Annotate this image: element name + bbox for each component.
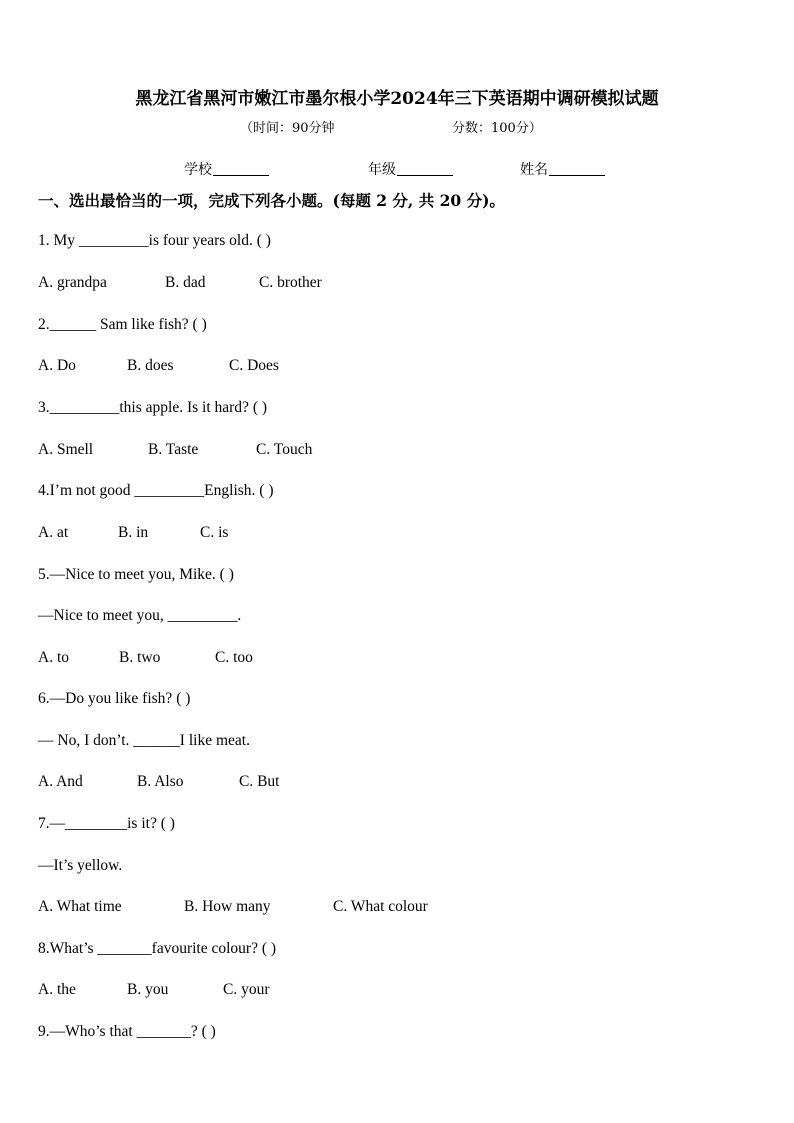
option-b[interactable]: B. Also (137, 773, 184, 790)
question-7: 7.—________is it? ( ) (38, 815, 175, 832)
option-c[interactable]: C. your (223, 981, 270, 998)
grade-blank[interactable] (397, 161, 453, 176)
school-blank[interactable] (213, 161, 269, 176)
option-a[interactable]: A. Do (38, 357, 76, 374)
option-b[interactable]: B. does (127, 357, 174, 374)
question-7-reply: —It’s yellow. (38, 857, 123, 874)
question-2: 2.______ Sam like fish? ( ) (38, 316, 207, 333)
option-b[interactable]: B. you (127, 981, 169, 998)
option-c[interactable]: C. Does (229, 357, 279, 374)
option-b[interactable]: B. dad (165, 274, 206, 291)
question-4: 4.I’m not good _________English. ( ) (38, 482, 274, 499)
exam-score: 分数：100分） (452, 121, 542, 136)
option-b[interactable]: B. two (119, 649, 161, 666)
option-b[interactable]: B. How many (184, 898, 271, 915)
school-label: 学校 (184, 162, 212, 178)
question-6-reply: — No, I don’t. ______I like meat. (38, 732, 250, 749)
page-title: 黑龙江省黑河市嫩江市墨尔根小学2024年三下英语期中调研模拟试题 (135, 89, 659, 109)
question-9: 9.—Who’s that _______? ( ) (38, 1023, 216, 1040)
option-a[interactable]: A. the (38, 981, 76, 998)
question-5-reply: —Nice to meet you, _________. (38, 607, 242, 624)
question-5: 5.—Nice to meet you, Mike. ( ) (38, 566, 234, 583)
option-c[interactable]: C. Touch (256, 441, 313, 458)
question-8: 8.What’s _______favourite colour? ( ) (38, 940, 277, 957)
question-1: 1. My _________is four years old. ( ) (38, 232, 271, 249)
option-c[interactable]: C. But (239, 773, 280, 790)
option-c[interactable]: C. too (215, 649, 253, 666)
option-a[interactable]: A. grandpa (38, 274, 107, 291)
option-c[interactable]: C. brother (259, 274, 322, 291)
grade-field (368, 159, 453, 179)
option-b[interactable]: B. in (118, 524, 149, 541)
grade-label: 年级 (368, 162, 396, 178)
name-label: 姓名 (520, 162, 548, 178)
option-a[interactable]: A. at (38, 524, 69, 541)
name-blank[interactable] (549, 161, 605, 176)
name-field (520, 159, 605, 179)
section-heading: 一、选出最恰当的一项，完成下列各小题。(每题 2 分, 共 20 分)。 (38, 191, 505, 210)
option-a[interactable]: A. to (38, 649, 69, 666)
option-a[interactable]: A. And (38, 773, 83, 790)
option-a[interactable]: A. What time (38, 898, 122, 915)
option-c[interactable]: C. What colour (333, 898, 428, 915)
question-6: 6.—Do you like fish? ( ) (38, 690, 191, 707)
option-a[interactable]: A. Smell (38, 441, 94, 458)
school-field (184, 159, 269, 179)
option-c[interactable]: C. is (200, 524, 229, 541)
question-3: 3._________this apple. Is it hard? ( ) (38, 399, 268, 416)
exam-time: （时间：90分钟 (240, 121, 335, 136)
option-b[interactable]: B. Taste (148, 441, 199, 458)
